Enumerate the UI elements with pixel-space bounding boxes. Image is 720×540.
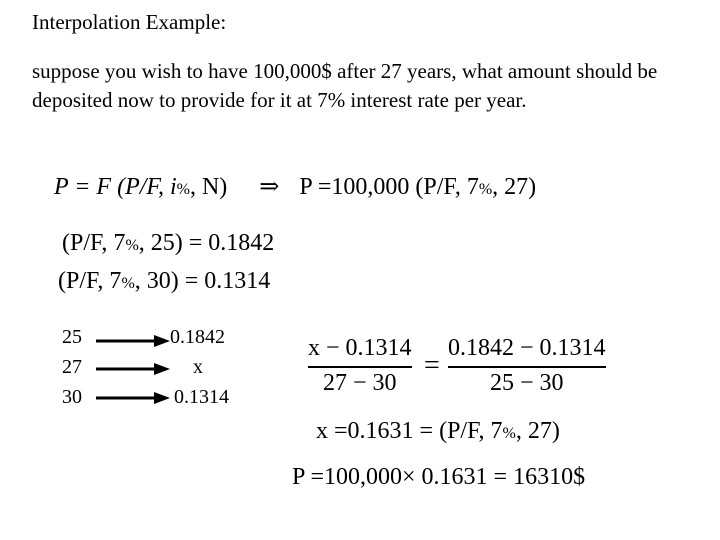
percent-sign: % <box>502 425 516 442</box>
lookup-line-25 <box>62 230 274 257</box>
result-p: P =100,000× 0.1631 = 16310$ <box>292 464 586 490</box>
formula-rhs-end: , 27) <box>492 174 537 200</box>
fraction-bar <box>448 366 606 368</box>
percent-sign: % <box>176 181 190 198</box>
percent-sign: % <box>478 181 493 198</box>
fraction-left-denominator: 27 − 30 <box>323 370 397 396</box>
fraction-right-denominator: 25 − 30 <box>490 370 564 396</box>
implies-symbol: ⇒ <box>259 174 280 200</box>
table-value-25: 0.1842 <box>170 326 225 348</box>
page-title: Interpolation Example: <box>32 10 227 34</box>
table-n-27: 27 <box>62 356 82 378</box>
table-value-30: 0.1314 <box>174 386 229 408</box>
table-n-30: 30 <box>62 386 82 408</box>
arrow-icon <box>96 335 170 347</box>
fraction-left <box>308 335 412 397</box>
formula-lhs-end: , N) <box>189 174 228 200</box>
arrow-icon <box>96 363 170 375</box>
lookup-post: , 30) = 0.1314 <box>134 268 271 294</box>
percent-sign: % <box>121 275 135 292</box>
table-value-27: x <box>193 356 203 378</box>
lookup-line-30 <box>58 268 270 295</box>
fraction-right <box>448 335 606 397</box>
arrows-group <box>94 328 174 408</box>
percent-sign: % <box>125 237 139 254</box>
arrow-icon <box>96 392 170 404</box>
formula-lhs: P = F (P/F, i <box>54 174 177 200</box>
lookup-pre: (P/F, 7 <box>62 230 126 256</box>
formula-pv <box>54 172 536 201</box>
result-x-pre: x =0.1631 = (P/F, 7 <box>316 418 503 444</box>
fraction-right-numerator: 0.1842 − 0.1314 <box>448 335 606 361</box>
lookup-post: , 25) = 0.1842 <box>138 230 275 256</box>
table-n-25: 25 <box>62 326 82 348</box>
lookup-pre: (P/F, 7 <box>58 268 122 294</box>
fraction-bar <box>308 366 412 368</box>
result-x <box>316 418 560 445</box>
problem-statement: suppose you wish to have 100,000$ after 27 years, what amount should be deposited now to provide for it at 7% interest rate per year. <box>32 59 658 112</box>
formula-rhs: P =100,000 (P/F, 7 <box>299 174 479 200</box>
fraction-left-numerator: x − 0.1314 <box>308 335 412 361</box>
result-x-post: , 27) <box>515 418 560 444</box>
equals-sign: = <box>424 350 440 381</box>
